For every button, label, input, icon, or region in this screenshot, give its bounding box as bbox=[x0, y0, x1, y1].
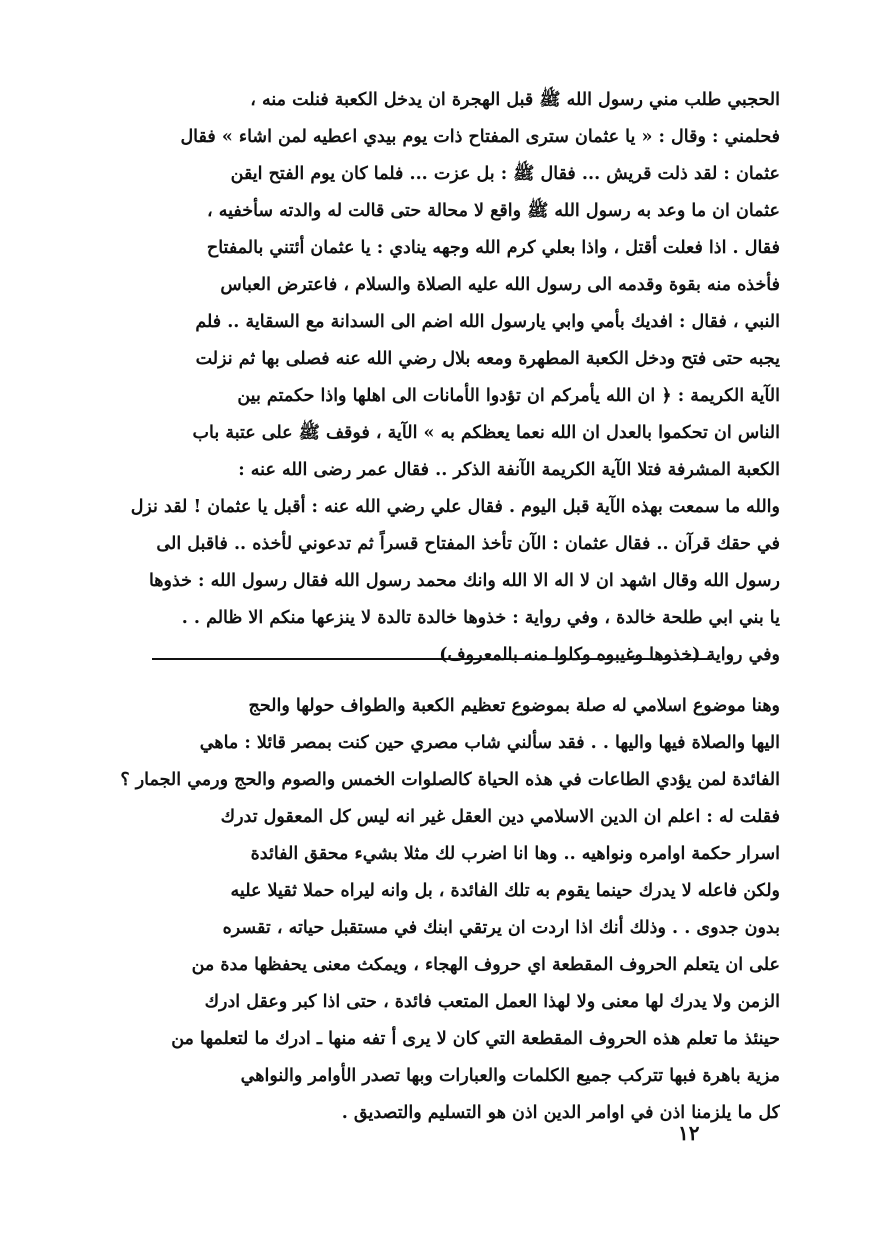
text-line: في حقك قرآن .. فقال عثمان : الآن تأخذ المفتاح قسراً ثم تدعوني لأخذه .. فاقبل الى bbox=[156, 534, 780, 554]
text-line: على ان يتعلم الحروف المقطعة اي حروف الهجاء ، ويمكث معنى يحفظها مدة من bbox=[191, 955, 780, 975]
body-text bbox=[100, 82, 780, 1132]
text-line: بدون جدوى . . وذلك أنك اذا اردت ان يرتقي ابنك في مستقبل حياته ، تقسره bbox=[222, 918, 780, 938]
text-line: وهنا موضوع اسلامي له صلة بموضوع تعظيم الكعبة والطواف حولها والحج bbox=[248, 696, 780, 716]
text-line: النبي ، فقال : افديك بأمي وابي يارسول الله اضم الى السدانة مع السقاية .. فلم bbox=[195, 312, 780, 332]
text-line: عثمان ان ما وعد به رسول الله ﷺ واقع لا محالة حتى قالت له والدته سأخفيه ، bbox=[207, 201, 780, 221]
text-line: فقال . اذا فعلت أقتل ، واذا بعلي كرم الله وجهه ينادي : يا عثمان أئتني بالمفتاح bbox=[206, 238, 780, 258]
text-line: والله ما سمعت بهذه الآية قبل اليوم . فقال علي رضي الله عنه : أقبل يا عثمان ! لقد نزل bbox=[130, 497, 780, 517]
text-line: يجبه حتى فتح ودخل الكعبة المطهرة ومعه بلال رضي الله عنه فصلى بها ثم نزلت bbox=[195, 349, 780, 369]
horizontal-rule bbox=[152, 658, 712, 660]
text-line: عثمان : لقد ذلت قريش ... فقال ﷺ : بل عزت ... فلما كان يوم الفتح ايقن bbox=[230, 164, 780, 184]
text-line: كل ما يلزمنا اذن في اوامر الدين اذن هو التسليم والتصديق . bbox=[341, 1103, 780, 1123]
text-line: رسول الله وقال اشهد ان لا اله الا الله وانك محمد رسول الله فقال رسول الله : خذوها bbox=[148, 571, 780, 591]
text-line: وفي رواية (خذوها وغيبوه وكلوا منه بالمعروف) bbox=[439, 645, 780, 665]
text-line: يا بني ابي طلحة خالدة ، وفي رواية : خذوها خالدة تالدة لا ينزعها منكم الا ظالم . . bbox=[181, 608, 780, 628]
text-line: الزمن ولا يدرك لها معنى ولا لهذا العمل المتعب فائدة ، حتى اذا كبر وعقل ادرك bbox=[204, 992, 780, 1012]
text-line: الكعبة المشرفة فتلا الآية الكريمة الآنفة الذكر .. فقال عمر رضى الله عنه : bbox=[238, 460, 780, 480]
text-line: الفائدة لمن يؤدي الطاعات في هذه الحياة كالصلوات الخمس والصوم والحج ورمي الجمار ؟ bbox=[120, 770, 780, 790]
paragraph-gap bbox=[100, 674, 780, 688]
text-line: فأخذه منه بقوة وقدمه الى رسول الله عليه الصلاة والسلام ، فاعترض العباس bbox=[220, 275, 780, 295]
page-number: ١٢ bbox=[678, 1121, 700, 1145]
text-line: اسرار حكمة اوامره ونواهيه .. وها انا اضرب لك مثلا بشيء محقق الفائدة bbox=[250, 844, 780, 864]
text-line: ولكن فاعله لا يدرك حينما يقوم به تلك الفائدة ، بل وانه ليراه حملا ثقيلا عليه bbox=[230, 881, 780, 901]
text-line: مزية باهرة فبها تتركب جميع الكلمات والعبارات وبها تصدر الأوامر والنواهي bbox=[240, 1066, 780, 1086]
text-line: فقلت له : اعلم ان الدين الاسلامي دين العقل غير انه ليس كل المعقول تدرك bbox=[220, 807, 780, 827]
text-line: الآية الكريمة : ﴿ ان الله يأمركم ان تؤدوا الأمانات الى اهلها واذا حكمتم بين bbox=[237, 386, 780, 406]
text-line: حينئذ ما تعلم هذه الحروف المقطعة التي كان لا يرى أ تفه منها ـ ادرك ما لتعلمها من bbox=[171, 1029, 780, 1049]
text-line: فحلمني : وقال : « يا عثمان سترى المفتاح ذات يوم بيدي اعطيه لمن اشاء » فقال bbox=[180, 127, 780, 147]
text-line: اليها والصلاة فيها واليها . . فقد سألني شاب مصري حين كنت بمصر قائلا : ماهي bbox=[199, 733, 780, 753]
text-line: الحجبي طلب مني رسول الله ﷺ قبل الهجرة ان يدخل الكعبة فنلت منه ، bbox=[250, 90, 780, 110]
text-line: الناس ان تحكموا بالعدل ان الله نعما يعظكم به » الآية ، فوقف ﷺ على عتبة باب bbox=[192, 423, 780, 443]
